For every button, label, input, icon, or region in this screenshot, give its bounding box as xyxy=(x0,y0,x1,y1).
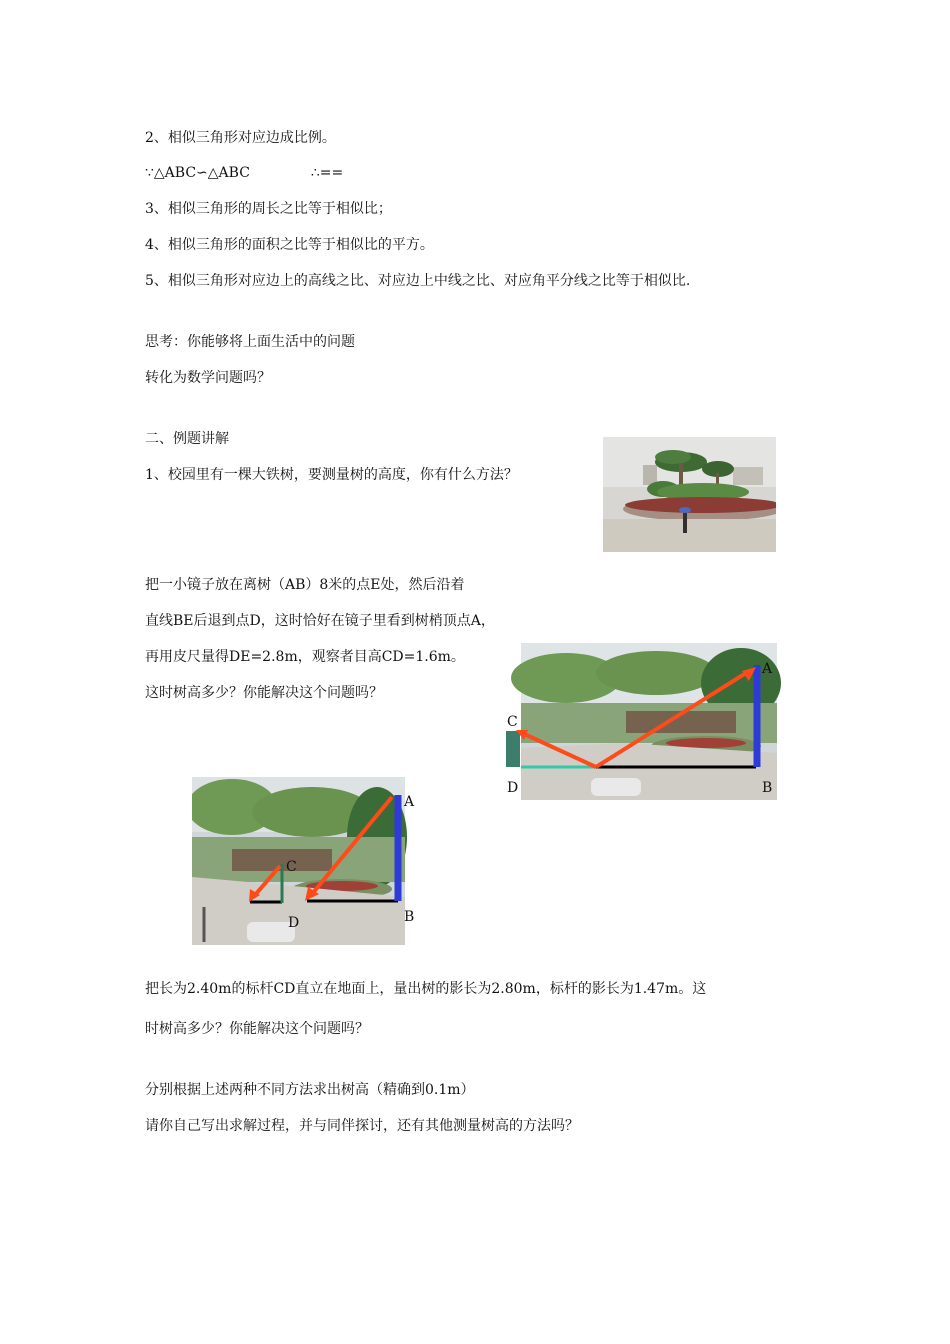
think-line-2: 转化为数学问题吗？ xyxy=(145,370,271,386)
example-1: 1、校园里有一棵大铁树，要测量树的高度，你有什么方法？ xyxy=(145,467,518,483)
property-4: 4、相似三角形的面积之比等于相似比的平方。 xyxy=(145,237,434,253)
shadow-label-c: C xyxy=(286,859,297,875)
mirror-method-line-3: 再用皮尺量得DE=2.8m，观察者目高CD=1.6m。 xyxy=(145,649,465,665)
mirror-label-d: D xyxy=(507,780,519,796)
final-question-line-1: 分别根据上述两种不同方法求出树高（精确到0.1m） xyxy=(145,1082,475,1098)
mirror-method-line-1: 把一小镜子放在离树（AB）8米的点E处，然后沿着 xyxy=(145,577,465,593)
similar-given: ∵△ABC∽△ABC xyxy=(145,165,250,181)
property-3: 3、相似三角形的周长之比等于相似比； xyxy=(145,201,392,217)
shadow-label-b: B xyxy=(404,909,415,925)
mirror-label-b: B xyxy=(762,780,773,796)
campus-tree-photo xyxy=(603,437,776,552)
mirror-figure-svg xyxy=(506,643,786,803)
property-2: 2、相似三角形对应边成比例。 xyxy=(145,130,336,146)
shadow-label-a: A xyxy=(404,794,415,810)
mirror-method-line-2: 直线BE后退到点D，这时恰好在镜子里看到树梢顶点A， xyxy=(145,613,495,629)
similar-conclusion: ∴== xyxy=(310,165,344,181)
shadow-method-line-2: 时树高多少？你能解决这个问题吗？ xyxy=(145,1021,369,1037)
shadow-method-figure xyxy=(192,777,422,947)
shadow-method-line-1: 把长为2.40m的标杆CD直立在地面上，量出树的影长为2.80m，标杆的影长为1.47m。这 xyxy=(145,981,707,997)
section-heading: 二、例题讲解 xyxy=(145,431,229,447)
similar-statement xyxy=(145,163,343,183)
mirror-method-line-4: 这时树高多少？你能解决这个问题吗？ xyxy=(145,685,383,701)
mirror-method-figure xyxy=(506,643,786,803)
mirror-label-c: C xyxy=(507,714,518,730)
property-5: 5、相似三角形对应边上的高线之比、对应边上中线之比、对应角平分线之比等于相似比. xyxy=(145,273,691,289)
final-question-line-2: 请你自己写出求解过程，并与同伴探讨，还有其他测量树高的方法吗？ xyxy=(145,1118,579,1134)
mirror-label-a: A xyxy=(762,661,773,677)
think-line-1: 思考：你能够将上面生活中的问题 xyxy=(145,334,355,350)
shadow-label-d: D xyxy=(288,915,300,931)
shadow-figure-svg xyxy=(192,777,422,947)
